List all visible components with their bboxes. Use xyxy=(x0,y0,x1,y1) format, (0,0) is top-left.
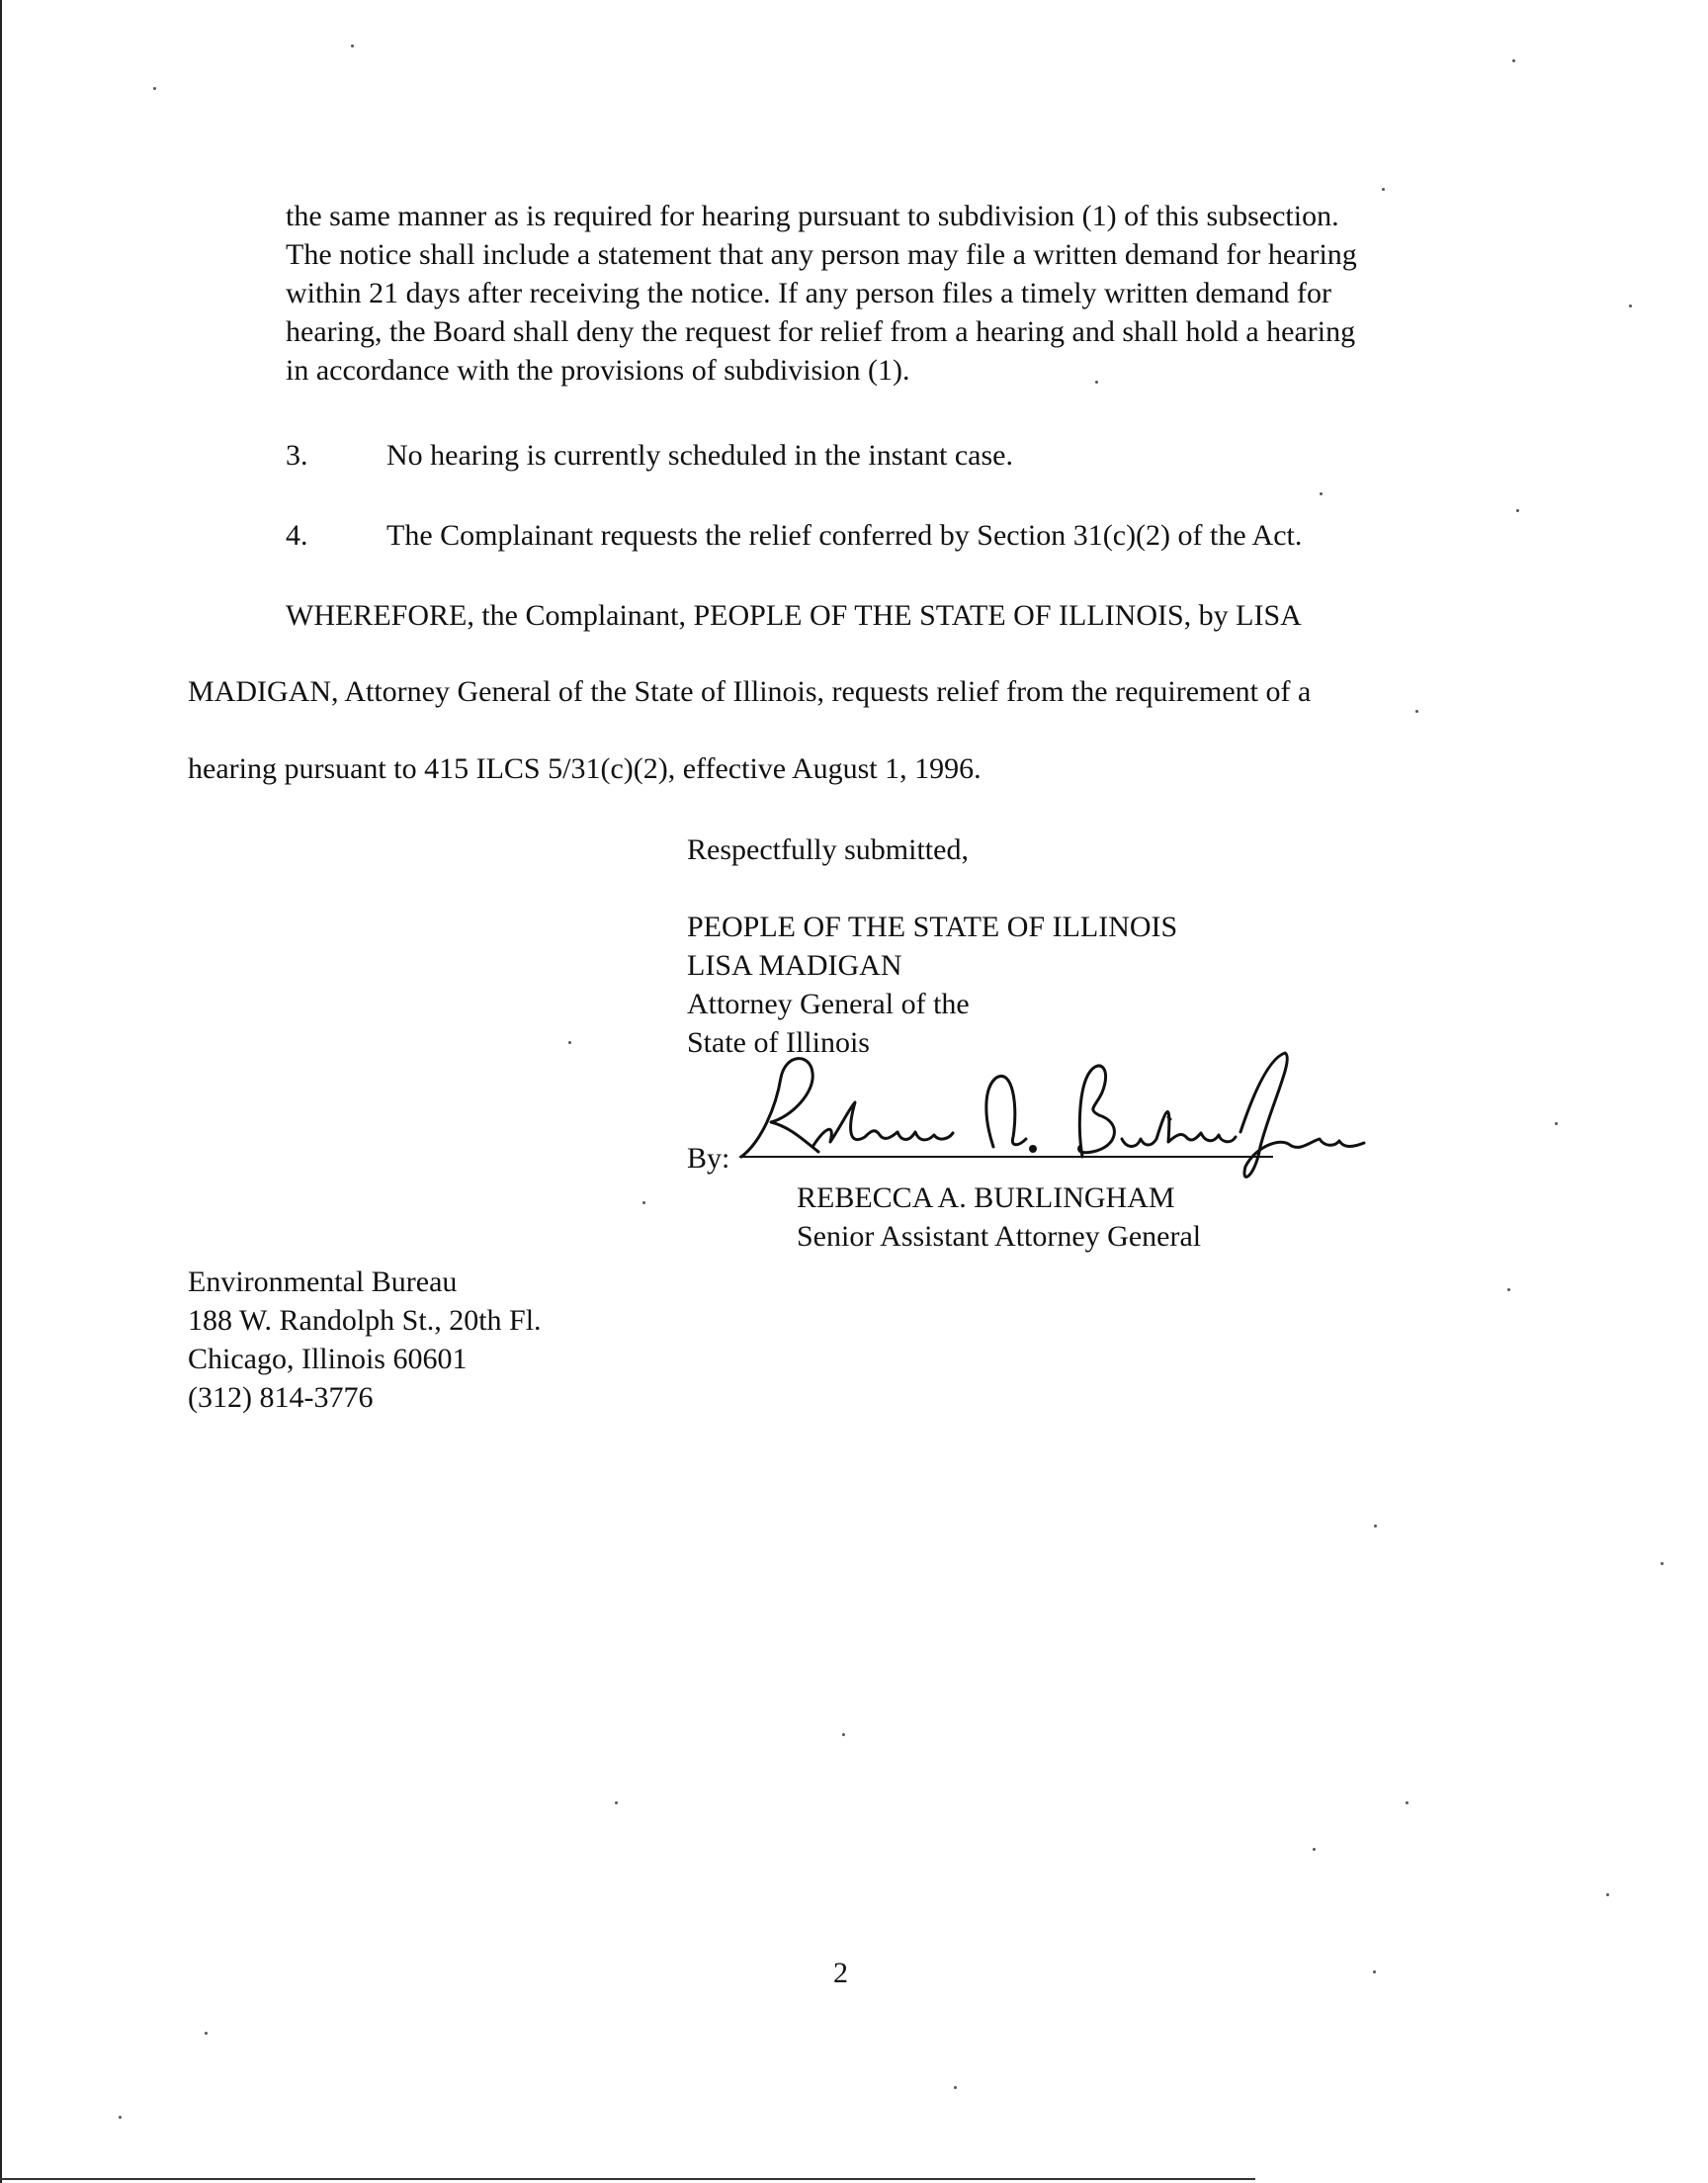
wherefore-line: MADIGAN, Attorney General of the State of Illinois, requests relief from the requirement of a xyxy=(188,675,1312,708)
scan-speck xyxy=(1516,509,1519,512)
scan-speck xyxy=(615,1801,618,1804)
scan-speck xyxy=(642,1201,645,1204)
handwritten-signature xyxy=(731,1048,1423,1196)
scan-speck xyxy=(1606,1893,1609,1896)
address-line: Chicago, Illinois 60601 xyxy=(188,1343,468,1375)
scan-speck xyxy=(1512,59,1515,62)
scan-speck xyxy=(1374,1525,1377,1528)
closing: Respectfully submitted, xyxy=(687,833,969,866)
scan-speck xyxy=(153,87,156,90)
address-line: Environmental Bureau xyxy=(188,1266,458,1298)
by-label: By: xyxy=(687,1142,730,1175)
scan-speck xyxy=(1382,188,1385,191)
scan-speck xyxy=(1555,1122,1558,1125)
paragraph-line: within 21 days after receiving the notice. If any person files a timely written demand for xyxy=(286,277,1331,309)
party-line: Attorney General of the xyxy=(687,988,970,1020)
scan-speck xyxy=(1373,1970,1376,1973)
item-text: The Complainant requests the relief conferred by Section 31(c)(2) of the Act. xyxy=(386,519,1303,552)
scan-speck xyxy=(568,1041,571,1044)
address-line: (312) 814-3776 xyxy=(188,1381,374,1414)
scan-speck xyxy=(1313,1848,1316,1851)
signer-title: Senior Assistant Attorney General xyxy=(797,1220,1202,1253)
wherefore-line: WHEREFORE, the Complainant, PEOPLE OF THE STATE OF ILLINOIS, by LISA xyxy=(286,599,1302,632)
scan-speck xyxy=(954,2086,957,2089)
scan-speck xyxy=(1629,305,1632,307)
party-line: LISA MADIGAN xyxy=(687,949,902,982)
item-number: 4. xyxy=(286,519,308,552)
paragraph-line: in accordance with the provisions of subdivision (1). xyxy=(286,354,910,387)
party-block xyxy=(687,908,1177,1062)
party-line: State of Illinois xyxy=(687,1026,870,1059)
item-text: No hearing is currently scheduled in the instant case. xyxy=(386,439,1013,472)
address-block xyxy=(188,1263,542,1417)
signer-name: REBECCA A. BURLINGHAM xyxy=(797,1181,1175,1214)
scan-speck xyxy=(1406,1801,1409,1804)
scan-edge-left xyxy=(0,0,2,2183)
scan-speck xyxy=(1320,492,1323,495)
scan-edge-bottom xyxy=(0,2178,1255,2180)
scan-speck xyxy=(1661,1562,1664,1565)
item-number: 3. xyxy=(286,439,308,472)
continued-paragraph xyxy=(286,197,1511,390)
address-line: 188 W. Randolph St., 20th Fl. xyxy=(188,1304,542,1337)
paragraph-line: The notice shall include a statement that any person may file a written demand for hearing xyxy=(286,238,1357,271)
scan-speck xyxy=(842,1733,845,1736)
party-line: PEOPLE OF THE STATE OF ILLINOIS xyxy=(687,911,1178,943)
scan-speck xyxy=(119,2116,122,2119)
page-number: 2 xyxy=(833,1957,848,1989)
wherefore-line: hearing pursuant to 415 ILCS 5/31(c)(2), effective August 1, 1996. xyxy=(188,752,982,785)
paragraph-line: hearing, the Board shall deny the request for relief from a hearing and shall hold a hearing xyxy=(286,315,1356,348)
paragraph-line: the same manner as is required for hearing pursuant to subdivision (1) of this subsection. xyxy=(286,200,1339,232)
scan-speck xyxy=(1507,1288,1510,1291)
scan-speck xyxy=(205,2032,208,2035)
scan-speck xyxy=(351,44,354,47)
scan-speck xyxy=(1415,710,1418,713)
